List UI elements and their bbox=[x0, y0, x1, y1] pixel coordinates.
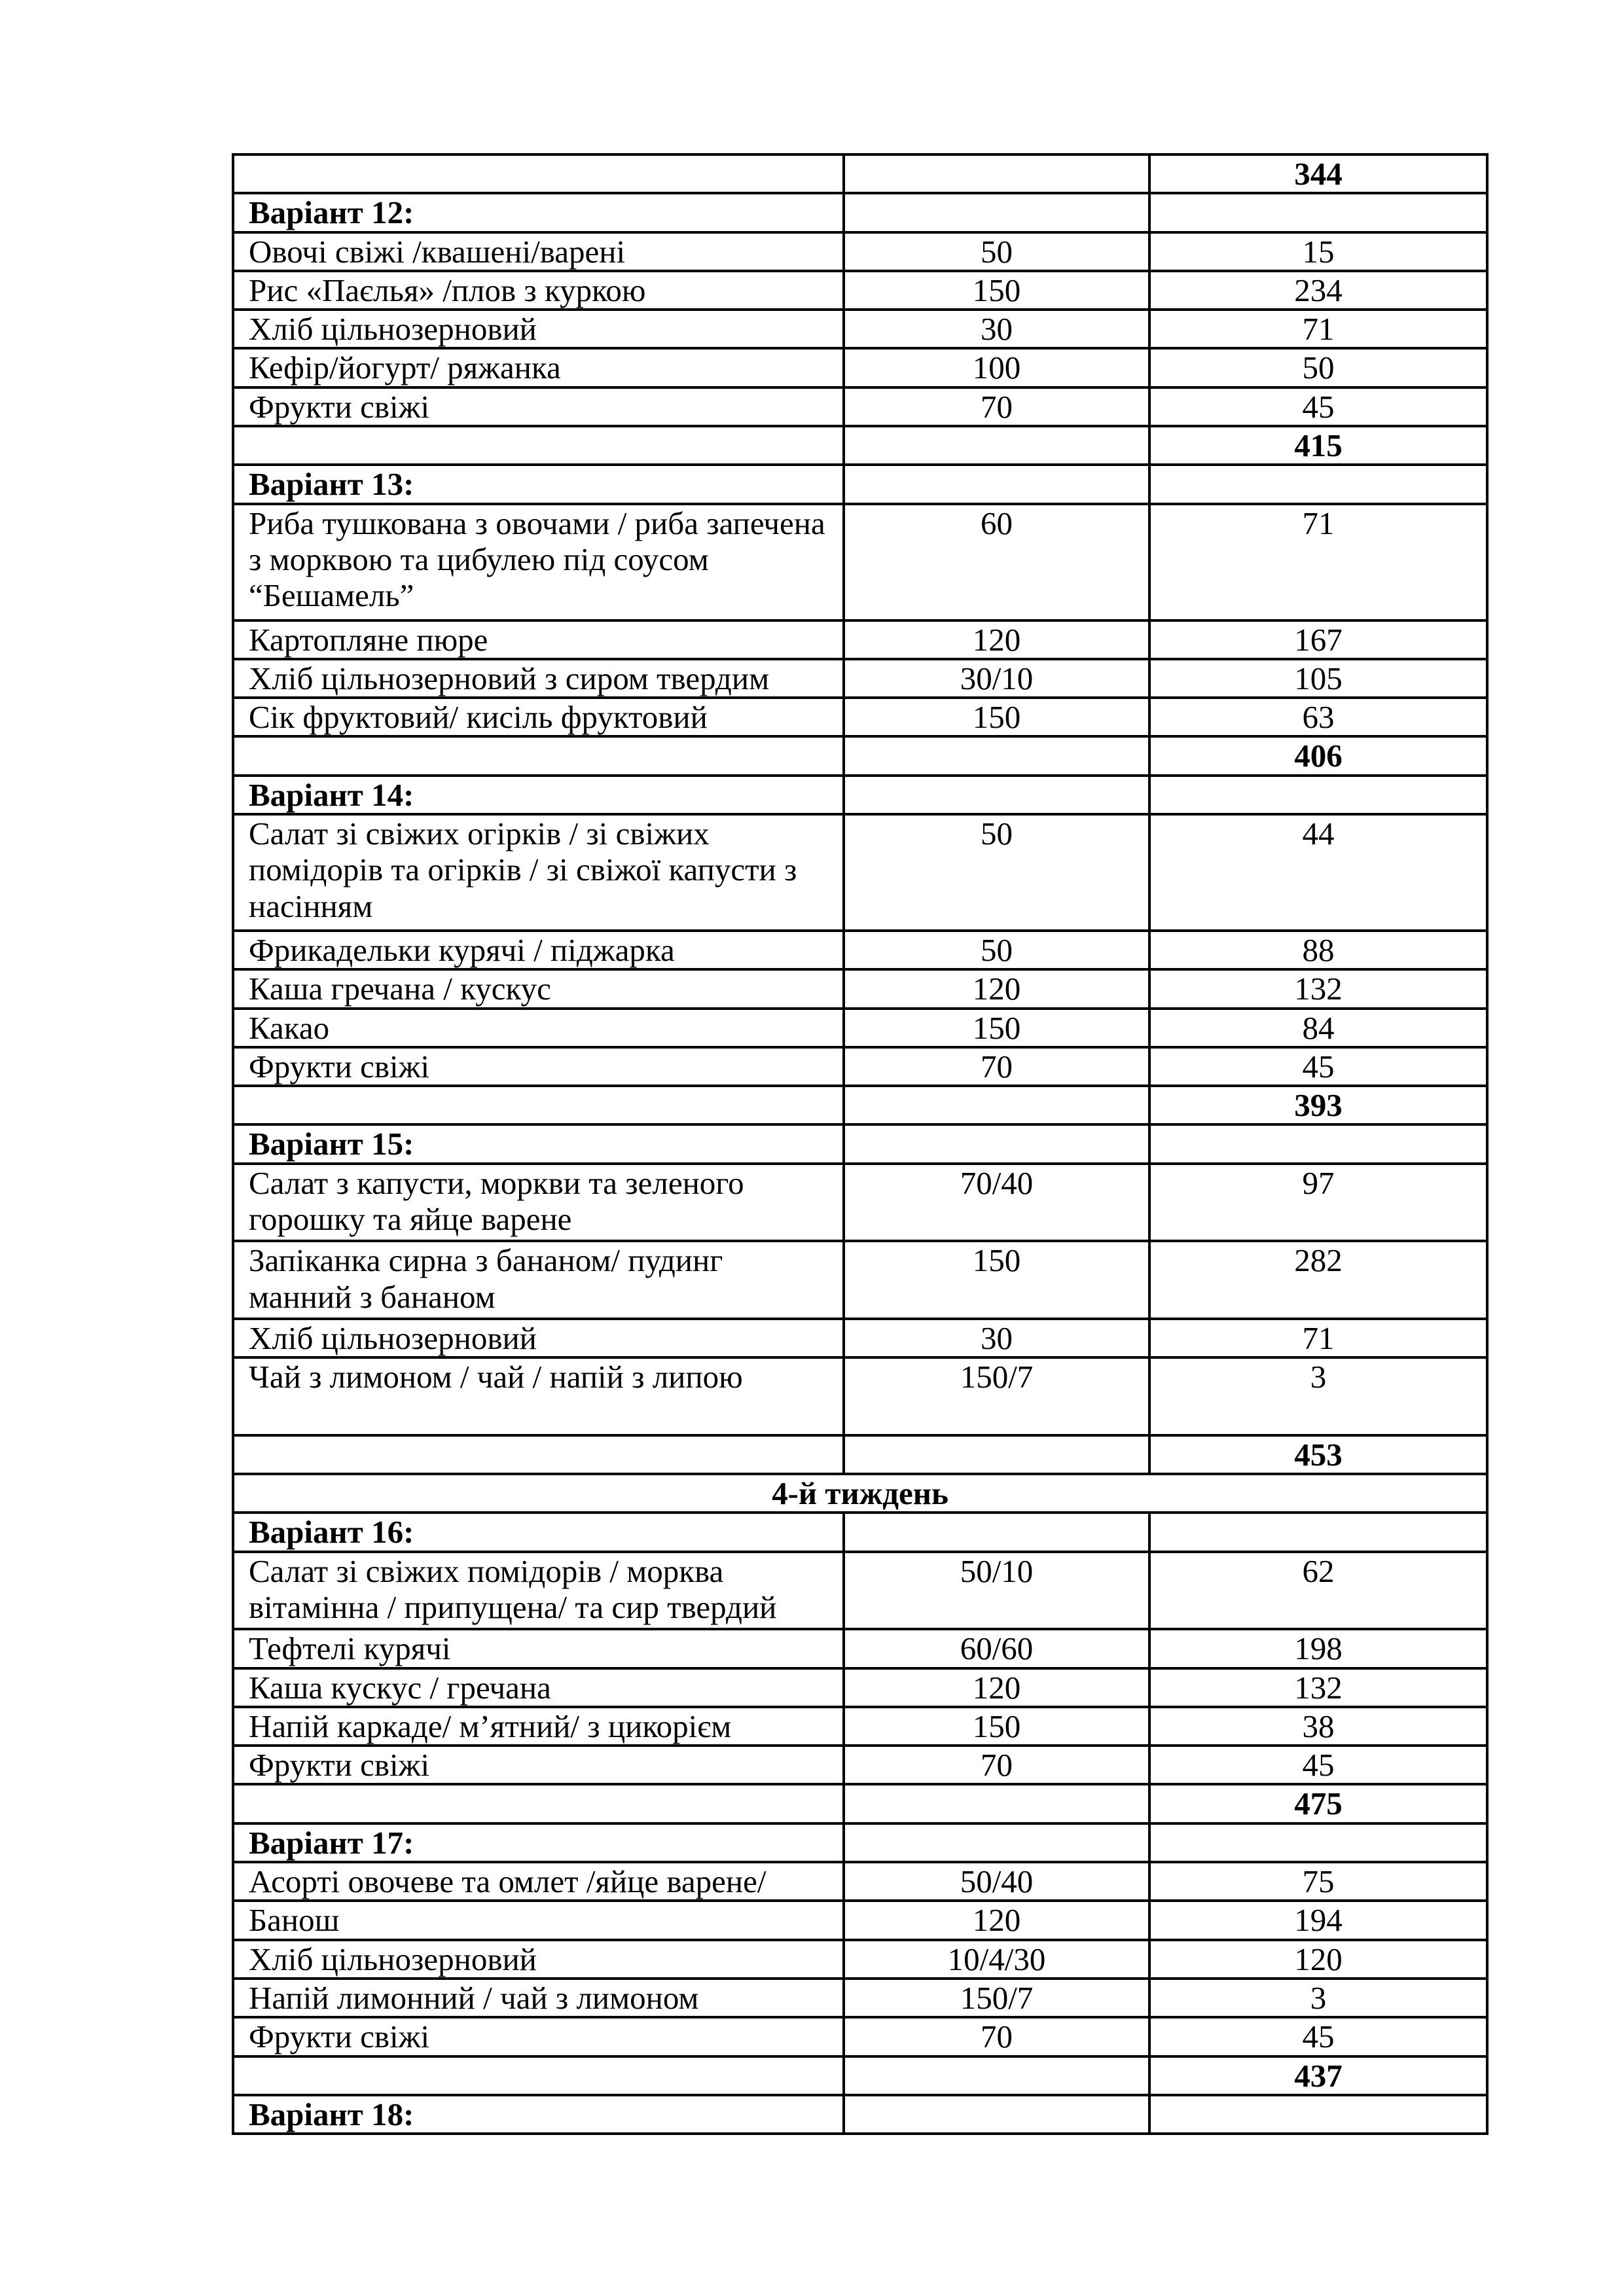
dish-row bbox=[233, 1862, 1487, 1901]
dish-weight: 50 bbox=[844, 232, 1149, 271]
dish-name: Каша гречана / кускус bbox=[233, 969, 844, 1008]
variant-title: Варіант 12: bbox=[233, 193, 844, 232]
dish-name: Банош bbox=[233, 1901, 844, 1939]
dish-name: Напій лимонний / чай з лимоном bbox=[233, 1979, 844, 2017]
dish-kcal: 71 bbox=[1149, 310, 1487, 348]
variant-title: Варіант 16: bbox=[233, 1513, 844, 1551]
dish-kcal: 71 bbox=[1149, 504, 1487, 620]
dish-kcal bbox=[1149, 1823, 1487, 1862]
dish-name: Напій каркаде/ м’ятний/ з цикорієм bbox=[233, 1707, 844, 1746]
dish-name: Каша кускус / гречана bbox=[233, 1668, 844, 1707]
dish-row bbox=[233, 2017, 1487, 2056]
dish-weight: 30/10 bbox=[844, 659, 1149, 698]
dish-weight: 150 bbox=[844, 271, 1149, 310]
dish-name bbox=[233, 2056, 844, 2095]
variant-title: Варіант 13: bbox=[233, 465, 844, 503]
dish-weight bbox=[844, 193, 1149, 232]
dish-kcal: 105 bbox=[1149, 659, 1487, 698]
menu-table bbox=[232, 153, 1489, 2135]
dish-row bbox=[233, 1940, 1487, 1979]
dish-kcal: 132 bbox=[1149, 1668, 1487, 1707]
dish-name: Какао bbox=[233, 1009, 844, 1047]
dish-row bbox=[233, 1164, 1487, 1242]
dish-row bbox=[233, 1668, 1487, 1707]
variant-total-kcal: 406 bbox=[1149, 736, 1487, 775]
dish-row bbox=[233, 1746, 1487, 1784]
variant-title: Варіант 14: bbox=[233, 776, 844, 814]
dish-name: Асорті овочеве та омлет /яйце варене/ bbox=[233, 1862, 844, 1901]
dish-weight: 50/40 bbox=[844, 1862, 1149, 1901]
dish-kcal: 132 bbox=[1149, 969, 1487, 1008]
week-header-row bbox=[233, 1474, 1487, 1513]
dish-row bbox=[233, 387, 1487, 426]
dish-kcal: 167 bbox=[1149, 620, 1487, 659]
dish-row bbox=[233, 1629, 1487, 1668]
dish-row bbox=[233, 271, 1487, 310]
dish-weight: 30 bbox=[844, 310, 1149, 348]
variant-title: Варіант 15: bbox=[233, 1124, 844, 1163]
dish-name: Фрукти свіжі bbox=[233, 1746, 844, 1784]
dish-weight bbox=[844, 1124, 1149, 1163]
variant-total-kcal: 415 bbox=[1149, 426, 1487, 465]
variant-header-row bbox=[233, 1823, 1487, 1862]
dish-row bbox=[233, 1357, 1487, 1435]
dish-name: Хліб цільнозерновий з сиром твердим bbox=[233, 659, 844, 698]
dish-name bbox=[233, 1086, 844, 1124]
dish-kcal: 198 bbox=[1149, 1629, 1487, 1668]
dish-kcal: 3 bbox=[1149, 1979, 1487, 2017]
dish-name: Фрикадельки курячі / піджарка bbox=[233, 931, 844, 969]
dish-name: Чай з лимоном / чай / напій з липою bbox=[233, 1357, 844, 1435]
variant-title: Варіант 17: bbox=[233, 1823, 844, 1862]
dish-kcal: 38 bbox=[1149, 1707, 1487, 1746]
dish-weight: 120 bbox=[844, 1668, 1149, 1707]
dish-kcal: 97 bbox=[1149, 1164, 1487, 1242]
total-row bbox=[233, 154, 1487, 193]
dish-name: Запіканка сирна з бананом/ пудинг манний з бананом bbox=[233, 1241, 844, 1319]
dish-row bbox=[233, 310, 1487, 348]
dish-name: Хліб цільнозерновий bbox=[233, 1319, 844, 1357]
variant-total-kcal: 393 bbox=[1149, 1086, 1487, 1124]
dish-weight: 30 bbox=[844, 1319, 1149, 1357]
dish-row bbox=[233, 1047, 1487, 1086]
dish-row bbox=[233, 1707, 1487, 1746]
dish-weight: 120 bbox=[844, 620, 1149, 659]
dish-kcal: 44 bbox=[1149, 814, 1487, 931]
dish-weight: 70/40 bbox=[844, 1164, 1149, 1242]
dish-weight: 60 bbox=[844, 504, 1149, 620]
dish-row bbox=[233, 931, 1487, 969]
dish-name: Хліб цільнозерновий bbox=[233, 310, 844, 348]
dish-name: Фрукти свіжі bbox=[233, 2017, 844, 2056]
variant-total-kcal: 475 bbox=[1149, 1784, 1487, 1823]
dish-kcal bbox=[1149, 776, 1487, 814]
dish-weight bbox=[844, 1435, 1149, 1474]
dish-kcal: 45 bbox=[1149, 1746, 1487, 1784]
variant-header-row bbox=[233, 1513, 1487, 1551]
dish-kcal: 75 bbox=[1149, 1862, 1487, 1901]
dish-kcal: 282 bbox=[1149, 1241, 1487, 1319]
dish-weight bbox=[844, 1784, 1149, 1823]
dish-kcal: 120 bbox=[1149, 1940, 1487, 1979]
dish-kcal: 84 bbox=[1149, 1009, 1487, 1047]
dish-name: Салат з капусти, моркви та зеленого горошку та яйце варене bbox=[233, 1164, 844, 1242]
dish-weight: 120 bbox=[844, 1901, 1149, 1939]
dish-kcal: 63 bbox=[1149, 698, 1487, 736]
dish-row bbox=[233, 1009, 1487, 1047]
dish-kcal: 45 bbox=[1149, 1047, 1487, 1086]
dish-name: Овочі свіжі /квашені/варені bbox=[233, 232, 844, 271]
dish-kcal bbox=[1149, 465, 1487, 503]
dish-name: Картопляне пюре bbox=[233, 620, 844, 659]
week-header: 4-й тиждень bbox=[233, 1474, 1487, 1513]
dish-weight bbox=[844, 154, 1149, 193]
dish-name: Салат зі свіжих огірків / зі свіжих помідорів та огірків / зі свіжої капусти з насінням bbox=[233, 814, 844, 931]
dish-weight: 120 bbox=[844, 969, 1149, 1008]
variant-header-row bbox=[233, 193, 1487, 232]
dish-weight bbox=[844, 1823, 1149, 1862]
variant-total-kcal: 453 bbox=[1149, 1435, 1487, 1474]
total-row bbox=[233, 2056, 1487, 2095]
dish-row bbox=[233, 1241, 1487, 1319]
dish-row bbox=[233, 504, 1487, 620]
dish-weight: 150 bbox=[844, 698, 1149, 736]
dish-kcal: 45 bbox=[1149, 387, 1487, 426]
dish-name bbox=[233, 1784, 844, 1823]
dish-row bbox=[233, 620, 1487, 659]
dish-kcal: 71 bbox=[1149, 1319, 1487, 1357]
dish-row bbox=[233, 232, 1487, 271]
dish-name: Тефтелі курячі bbox=[233, 1629, 844, 1668]
total-row bbox=[233, 1435, 1487, 1474]
dish-kcal: 88 bbox=[1149, 931, 1487, 969]
variant-total-kcal: 344 bbox=[1149, 154, 1487, 193]
dish-row bbox=[233, 348, 1487, 387]
variant-total-kcal: 437 bbox=[1149, 2056, 1487, 2095]
variant-header-row bbox=[233, 1124, 1487, 1163]
dish-name: Хліб цільнозерновий bbox=[233, 1940, 844, 1979]
total-row bbox=[233, 1784, 1487, 1823]
dish-kcal bbox=[1149, 193, 1487, 232]
variant-title: Варіант 18: bbox=[233, 2095, 844, 2134]
dish-row bbox=[233, 1979, 1487, 2017]
dish-name bbox=[233, 1435, 844, 1474]
total-row bbox=[233, 736, 1487, 775]
dish-kcal bbox=[1149, 2095, 1487, 2134]
dish-weight bbox=[844, 426, 1149, 465]
variant-header-row bbox=[233, 2095, 1487, 2134]
dish-kcal: 3 bbox=[1149, 1357, 1487, 1435]
dish-name bbox=[233, 154, 844, 193]
dish-weight bbox=[844, 2056, 1149, 2095]
dish-row bbox=[233, 1319, 1487, 1357]
variant-header-row bbox=[233, 465, 1487, 503]
dish-weight: 150 bbox=[844, 1707, 1149, 1746]
dish-kcal: 15 bbox=[1149, 232, 1487, 271]
variant-header-row bbox=[233, 776, 1487, 814]
dish-weight: 10/4/30 bbox=[844, 1940, 1149, 1979]
dish-weight: 150 bbox=[844, 1241, 1149, 1319]
menu-table-body bbox=[233, 154, 1487, 2134]
dish-name bbox=[233, 426, 844, 465]
dish-kcal bbox=[1149, 1513, 1487, 1551]
dish-row bbox=[233, 1552, 1487, 1630]
dish-weight: 150/7 bbox=[844, 1979, 1149, 2017]
dish-kcal: 45 bbox=[1149, 2017, 1487, 2056]
dish-kcal: 194 bbox=[1149, 1901, 1487, 1939]
total-row bbox=[233, 1086, 1487, 1124]
dish-weight bbox=[844, 465, 1149, 503]
dish-kcal: 50 bbox=[1149, 348, 1487, 387]
dish-row bbox=[233, 1901, 1487, 1939]
dish-weight: 60/60 bbox=[844, 1629, 1149, 1668]
dish-row bbox=[233, 698, 1487, 736]
dish-weight bbox=[844, 1086, 1149, 1124]
dish-name: Кефір/йогурт/ ряжанка bbox=[233, 348, 844, 387]
total-row bbox=[233, 426, 1487, 465]
dish-name: Салат зі свіжих помідорів / морква вітамінна / припущена/ та сир твердий bbox=[233, 1552, 844, 1630]
dish-name bbox=[233, 736, 844, 775]
dish-weight: 150 bbox=[844, 1009, 1149, 1047]
dish-weight: 70 bbox=[844, 2017, 1149, 2056]
dish-weight: 150/7 bbox=[844, 1357, 1149, 1435]
dish-name: Фрукти свіжі bbox=[233, 1047, 844, 1086]
dish-name: Рис «Паєлья» /плов з куркою bbox=[233, 271, 844, 310]
dish-weight: 70 bbox=[844, 1047, 1149, 1086]
dish-row bbox=[233, 969, 1487, 1008]
dish-weight: 100 bbox=[844, 348, 1149, 387]
dish-weight bbox=[844, 736, 1149, 775]
dish-weight bbox=[844, 2095, 1149, 2134]
dish-kcal bbox=[1149, 1124, 1487, 1163]
dish-kcal: 234 bbox=[1149, 271, 1487, 310]
dish-weight: 70 bbox=[844, 387, 1149, 426]
dish-weight: 50 bbox=[844, 814, 1149, 931]
dish-row bbox=[233, 659, 1487, 698]
dish-weight: 70 bbox=[844, 1746, 1149, 1784]
dish-name: Фрукти свіжі bbox=[233, 387, 844, 426]
dish-row bbox=[233, 814, 1487, 931]
dish-weight: 50/10 bbox=[844, 1552, 1149, 1630]
dish-kcal: 62 bbox=[1149, 1552, 1487, 1630]
dish-weight: 50 bbox=[844, 931, 1149, 969]
dish-name: Сік фруктовий/ кисіль фруктовий bbox=[233, 698, 844, 736]
dish-weight bbox=[844, 776, 1149, 814]
dish-weight bbox=[844, 1513, 1149, 1551]
dish-name: Риба тушкована з овочами / риба запечена з морквою та цибулею під соусом “Бешамель” bbox=[233, 504, 844, 620]
